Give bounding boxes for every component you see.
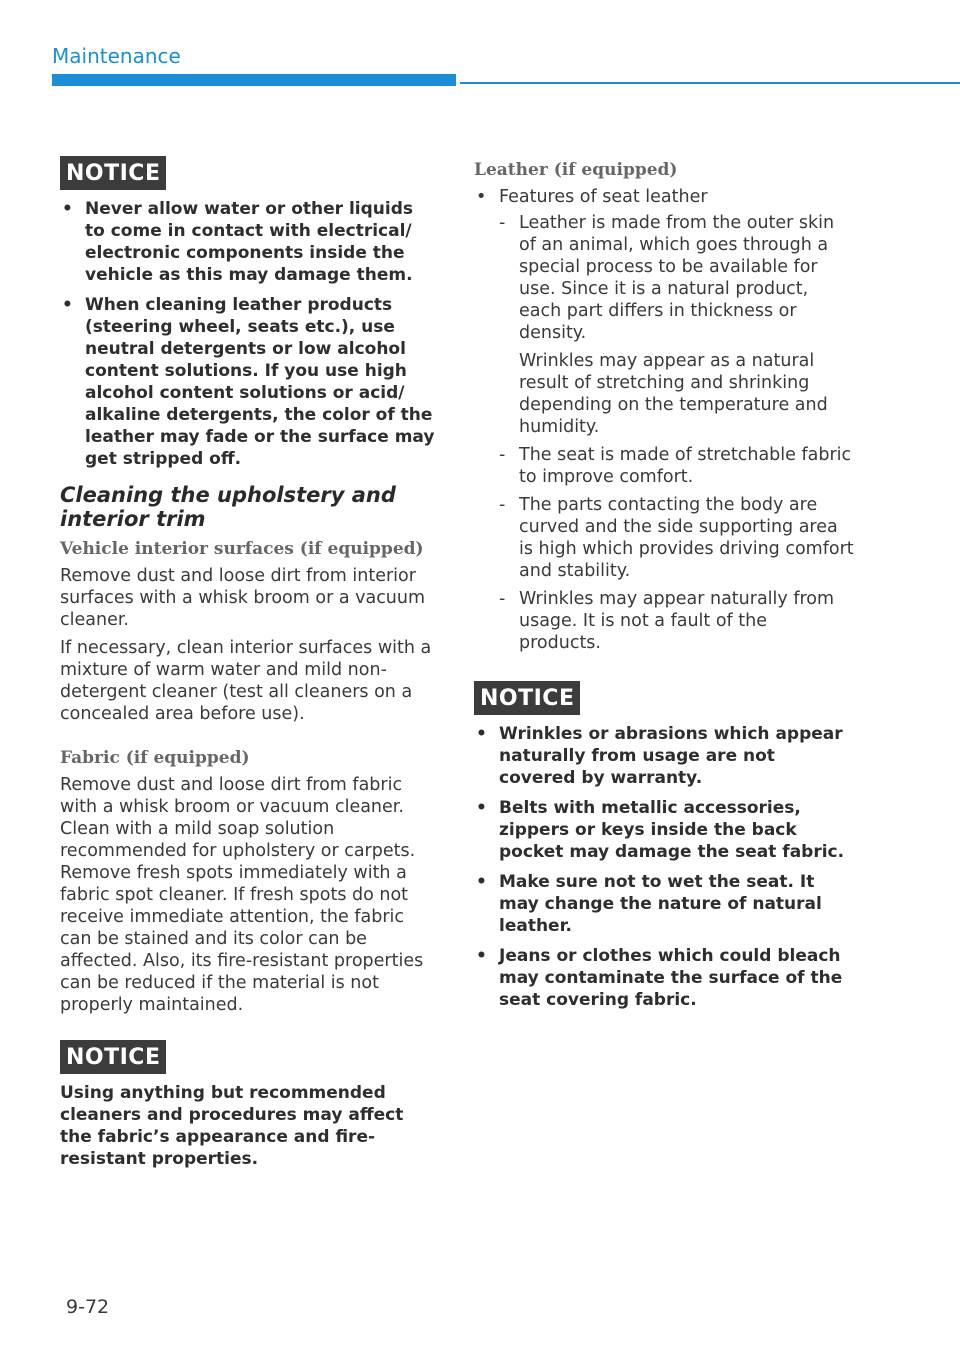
list-item: [499, 444, 854, 488]
notice-label: NOTICE: [60, 156, 166, 190]
list-item: [499, 212, 854, 438]
upholstery-section: [60, 483, 438, 725]
interior-paragraph-1: Remove dust and loose dirt from interior surfaces with a whisk broom or a vacuum cleaner.: [60, 566, 426, 630]
feature-text: - Leather is made from the outer skin of an animal, which goes through a special process to be available for use. Since it is a natural product, each part differs in thickness or density.: [519, 213, 835, 343]
notice-item: • Wrinkles or abrasions which appear naturally from usage are not covered by warranty.: [474, 723, 854, 789]
notice-text: Using anything but recommended cleaners and procedures may affect the fabric’s appearance and fire-resistant properties.: [60, 1083, 404, 1169]
subheading-fabric: Fabric (if equipped): [60, 748, 250, 768]
notice-item: • Belts with metallic accessories, zippers or keys inside the back pocket may damage the seat fabric.: [474, 797, 854, 863]
notice-label: NOTICE: [60, 1040, 166, 1074]
section-title: Maintenance: [52, 44, 181, 68]
notice-block-3: [474, 681, 854, 1019]
leather-section: [474, 160, 854, 660]
feature-text: - The parts contacting the body are curved and the side supporting area is high which provides driving comfort and stability.: [519, 495, 854, 581]
subheading-interior: Vehicle interior surfaces (if equipped): [60, 539, 424, 559]
list-item: [499, 588, 854, 654]
feature-text: Wrinkles may appear as a natural result of stretching and shrinking depending on the temperature and humidity.: [519, 351, 828, 437]
notice-item: • When cleaning leather products (steering wheel, seats etc.), use neutral detergents or low alcohol content solutions. If you use high alcohol content solutions or acid/ alkaline detergents, the color of the leather may fade or the surface may get stripped off.: [60, 294, 438, 470]
leather-bullet: • Features of seat leather: [474, 186, 854, 208]
notice-label: NOTICE: [474, 681, 580, 715]
notice-list-3: [474, 723, 854, 1011]
header-bar: [52, 74, 456, 86]
feature-text: - The seat is made of stretchable fabric to improve comfort.: [519, 445, 852, 487]
notice-block-1: [60, 156, 438, 478]
leather-features-list: [474, 212, 854, 654]
notice-item: • Jeans or clothes which could bleach may contaminate the surface of the seat covering fabric.: [474, 945, 854, 1011]
header-rule: [460, 82, 960, 84]
notice-list-1: [60, 198, 438, 470]
feature-text: - Wrinkles may appear naturally from usage. It is not a fault of the products.: [519, 589, 835, 653]
notice-item: • Make sure not to wet the seat. It may change the nature of natural leather.: [474, 871, 854, 937]
page-number: 9-72: [66, 1296, 110, 1318]
section-heading: Cleaning the upholstery and interior trim: [60, 483, 396, 531]
interior-paragraph-2: If necessary, clean interior surfaces with a mixture of warm water and mild non-detergent cleaner (test all cleaners on a concealed area before use).: [60, 638, 432, 724]
subheading-leather: Leather (if equipped): [474, 160, 678, 180]
notice-block-2: [60, 1040, 438, 1170]
notice-item: • Never allow water or other liquids to come in contact with electrical/ electronic components inside the vehicle as this may damage them.: [60, 198, 438, 286]
fabric-section: [60, 748, 438, 1016]
list-item: [499, 494, 854, 582]
fabric-paragraph: Remove dust and loose dirt from fabric with a whisk broom or vacuum cleaner. Clean with a mild soap solution recommended for upholstery or carpets. Remove fresh spots immediately with a fabric spot cleaner. If fresh spots do not receive immediate attention, the fabric can be stained and its color can be affected. Also, its fire-resistant properties can be reduced if the material is not properly maintained.: [60, 775, 424, 1015]
